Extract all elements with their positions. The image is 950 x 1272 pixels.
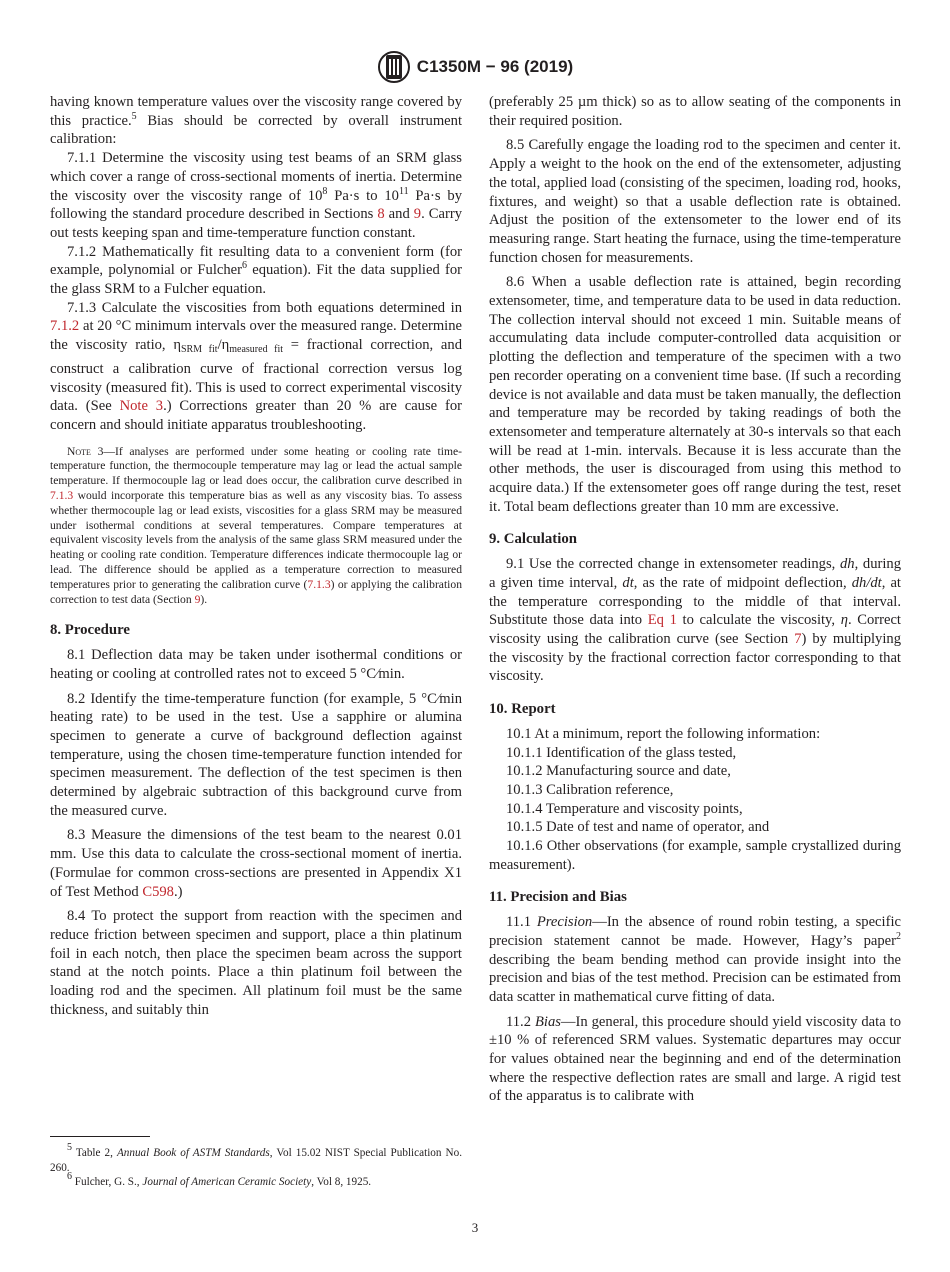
heading-precision-bias: 11. Precision and Bias: [489, 889, 627, 906]
left-column: [50, 93, 462, 1019]
section-7-1-3: 7.1.3 Calculate the viscosities from both equations determined in 7.1.2 at 20 °C minimum intervals over the measured range. Determine the viscosity ratio, $\eta_{SRM fit}/\eta_{measured fit}$ = fractional correction, and construct a calibration curve of fractional correction versus log viscosity (measured fit). This is used to correct experimental viscosity data. (See Note 3.) Corrections greater than 20 % are cause for concern and should initiate apparatus troubleshooting.: [50, 299, 462, 433]
heading-calculation: 9. Calculation: [489, 531, 577, 548]
section-7-1-2: 7.1.2 Mathematically fit resulting data to a convenient form (for example, polynomial or Fulcher$^6$ equation). Fit the data supplied for the glass SRM to a Fulcher equation.: [50, 243, 462, 298]
section-9-link[interactable]: 9: [194, 592, 201, 606]
page-number: 3: [471, 1220, 479, 1235]
section-7-1-1: 7.1.1 Determine the viscosity using test beams of an SRM glass which cover a range of cross-sectional moments of inertia. Determine the viscosity over the viscosity range of $10^8$ Pa·s to $10^{11}$ Pa·s by following the standard procedure described in Sections 8 and 9. Carry out tests keeping span and time-temperature function constant.: [50, 150, 463, 241]
note-3-link[interactable]: Note 3: [119, 398, 164, 415]
list-item: 10.1 At a minimum, report the following information:: [506, 725, 821, 742]
footnote-ref-5[interactable]: 5: [131, 110, 137, 122]
heading-procedure: 8. Procedure: [50, 622, 130, 639]
footnote-6: 6 Fulcher, G. S., Journal of American Ceramic Society, Vol 8, 1925.: [67, 1171, 372, 1189]
document-header: [0, 50, 950, 84]
section-11-1: 11.1 Precision—In the absence of round robin testing, a specific precision statement cannot be made. However, Hagy’s paper$^2$ describing the beam bending method can provide insight into the precision and bias of the test method. Precision can be estimated from data scatter in mathematical curve fitting of data.: [489, 914, 901, 1005]
section-7-1-2-link[interactable]: 7.1.2: [50, 318, 80, 335]
report-list: [489, 725, 901, 875]
section-7-1-3-link[interactable]: 7.1.3: [50, 489, 74, 503]
section-8-4: 8.4 To protect the support from reaction with the specimen and reduce friction between specimen and support, place a thin platinum foil in each notch, then place the specimen beam across the support stand at the notch points. Place a thin platinum foil between the loading rod and the specimen. All platinum foil must be the same thickness, and suitably thin: [50, 908, 462, 1018]
section-7-link[interactable]: 7: [794, 630, 802, 647]
section-8-2: 8.2 Identify the time-temperature function (for example, 5 °C⁄min heating rate) to be used in the test. Use a sapphire or alumina specimen to generate a curve of background deflection against temperature, using the chosen time-temperature function intended for specimen measurement. The deflection of the test specimen is then determined by algebraic subtraction of this background curve from the measured curve.: [50, 690, 462, 819]
section-8-6: 8.6 When a usable deflection rate is attained, begin recording extensometer, time, and temperature data to be used in data reduction. The collection interval should not exceed 1 min. Suitable means of accumulating data include computer-controlled data acquisition or plotting the deflection and temperature of the specimen with a two pen recorder operating on a convenient time base. (If such a recording device is not available and data must be taken manually, the deflection and temperature may be recorded by taking readings of both the extensometer and temperature alternately at 30-s intervals so that each will be read at 1-min. intervals. Because it is less accurate than the other methods, the user is discouraged from using this method to acquire data.) If the extensometer goes off range during the test, reset it. Total beam deflections greater than 10 mm are excessive.: [489, 274, 901, 515]
footnotes: [50, 1142, 462, 1190]
list-item: 10.1.5 Date of test and name of operator, and: [506, 819, 770, 836]
list-item: 10.1.2 Manufacturing source and date,: [506, 763, 731, 780]
section-8-4-continued: (preferably 25 µm thick) so as to allow seating of the components in their required position.: [489, 94, 901, 129]
heading-report: 10. Report: [489, 701, 556, 718]
list-item: 10.1.3 Calibration reference,: [506, 781, 674, 798]
footnote-ref-2[interactable]: 2: [896, 930, 901, 942]
section-11-2: 11.2 Bias—In general, this procedure should yield viscosity data to ±10 % of referenced SRM values. Systematic departures may occur for values obtained near the beginning and end of the determination where the respective deflection rates are small and large. A rigid test of the apparatus is to calibrate with: [489, 1013, 901, 1105]
section-7-1-3-link[interactable]: 7.1.3: [307, 577, 331, 591]
footnote-divider: [50, 1136, 150, 1137]
section-8-link[interactable]: 8: [377, 206, 385, 223]
section-8-1: 8.1 Deflection data may be taken under isothermal conditions or heating or cooling at controlled rates not to exceed 5 °C⁄min.: [50, 647, 462, 682]
section-9-link[interactable]: 9: [413, 206, 422, 223]
section-9-1: 9.1 Use the corrected change in extensometer readings, dh, during a given time interval, dt, as the rate of midpoint deflection, dh/dt, at the temperature corresponding to the middle of that interval. Substitute those data into Eq 1 to calculate the viscosity, η. Correct viscosity using the calibration curve (see Section 7) by multiplying the viscosity by the fractional correction factor corresponding to that viscosity.: [489, 556, 901, 685]
c598-link[interactable]: C598: [142, 883, 174, 900]
footnote-5: 5 Table 2, Annual Book of ASTM Standards, Vol 15.02 NIST Special Publication No. 260.: [50, 1142, 462, 1174]
list-item: 10.1.4 Temperature and viscosity points,: [506, 800, 743, 817]
paragraph-intro: having known temperature values over the viscosity range covered by this practice.$^5$ Bias should be corrected by overall instrument calibration:: [50, 94, 462, 148]
section-8-5: 8.5 Carefully engage the loading rod to the specimen and center it. Apply a weight to the hook on the end of the extensometer, adjusting the total, applied load (consisting of the specimen, loading rod, hooks, fixtures, and weight) so that a usable deflection rate is obtained. Adjust the position of the extensometer to the lower end of its measuring range. Start heating the furnace, using the time-temperature function chosen for measurements.: [489, 137, 901, 266]
list-item: 10.1.6 Other observations (for example, sample crystallized during measurement).: [489, 838, 901, 873]
right-column: [489, 93, 901, 1106]
note-3: Note 3—If analyses are performed under some heating or cooling rate time-temperature function, the thermocouple temperature may lag or lead the actual sample temperature. If thermocouple lag or lead does occur, the calibration curve described in 7.1.3 would incorporate this temperature bias as well as any viscosity bias. To assess whether thermocouple lag or lead exists, viscosities for a glass SRM may be measured under isothermal conditions at several temperatures. Compare temperatures at equivalent viscosity levels from the analysis of the same glass SRM measured under the heating or cooling rate condition. Temperature differences indicate thermocouple lag or lead. The difference should be applied as a temperature correction to measured temperatures prior to generating the calibration curve (7.1.3) or applying the calibration correction to test data (Section 9).: [50, 444, 462, 606]
standard-designation: C1350M − 96 (2019): [416, 57, 574, 76]
footnote-ref-6[interactable]: 6: [242, 260, 247, 272]
section-8-3: 8.3 Measure the dimensions of the test beam to the nearest 0.01 mm. Use this data to calculate the cross-sectional moment of inertia. (Formulae for common cross-sections are presented in Appendix X1 of Test Method C598.): [50, 827, 462, 900]
equation-1-link[interactable]: Eq 1: [647, 612, 677, 629]
list-item: 10.1.1 Identification of the glass tested,: [506, 744, 737, 761]
astm-logo-icon: [377, 50, 411, 84]
